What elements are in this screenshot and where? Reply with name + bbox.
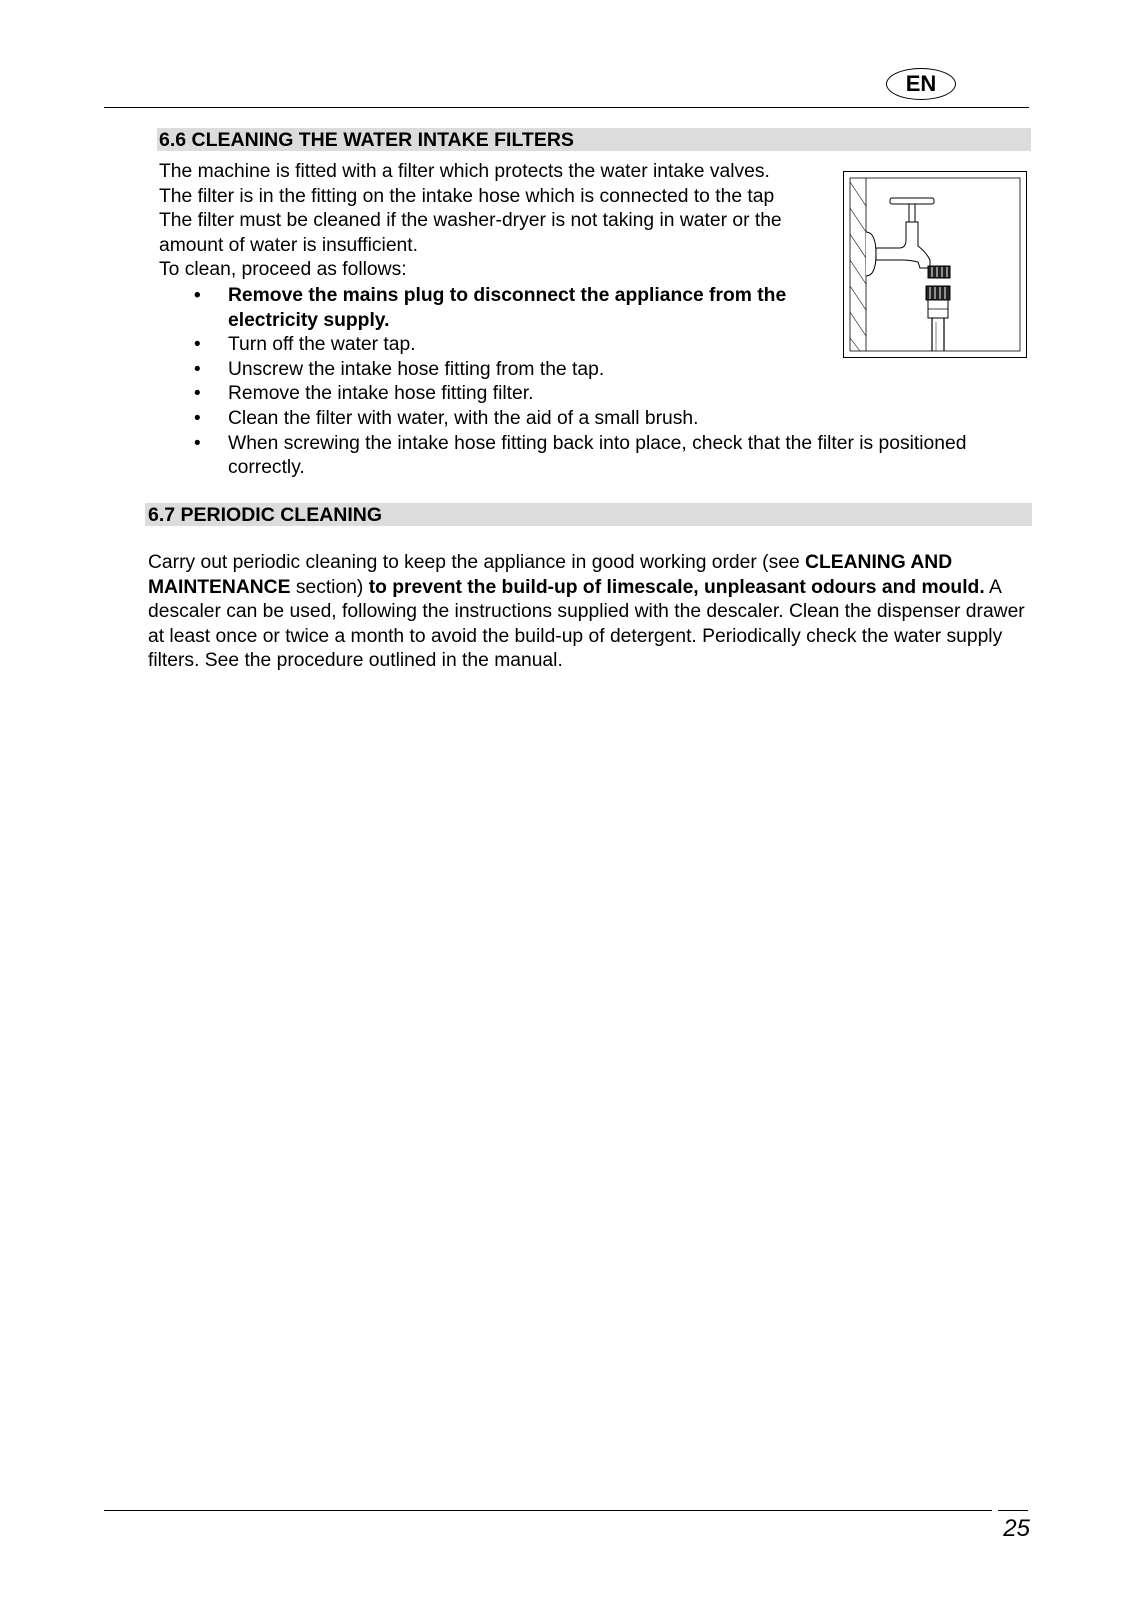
language-badge: EN [886,68,956,100]
paragraph-bold-warning: to prevent the build-up of limescale, unpleasant odours and mould. [368,576,985,598]
paragraph-text: A descaler can be used, following the instructions supplied with the descaler. Clean the dispenser drawer at least once or twice a month to avoid the build-up of detergent. Periodically check the water supply filters. See the procedure outlined in the manual. [148,576,1025,672]
list-item: • When screwing the intake hose fitting back into place, check that the filter is positioned correctly. [159,432,1031,481]
list-item: • Remove the intake hose fitting filter. [159,382,1031,407]
intake-filters-intro: The machine is fitted with a filter which protects the water intake valves. The filter is in the fitting on the intake hose which is connected to the tap The filter must be cleaned if the washer-dryer is not taking in water or the amount of water is insufficient. To clean, proceed as follows: [159,161,782,281]
list-item: • Remove the mains plug to disconnect the appliance from the electricity supply. [159,284,1031,333]
page-number: 25 [1003,1515,1030,1542]
tap-hose-drawing [844,172,1026,357]
footer-rule-short [998,1510,1028,1511]
paragraph-text: section) [290,576,369,598]
paragraph-bold-reference: CLEANING AND MAINTENANCE [148,552,953,598]
section-heading-periodic-cleaning: 6.7 PERIODIC CLEANING [145,503,1032,526]
paragraph-text: Carry out periodic cleaning to keep the appliance in good working order (see [148,552,806,573]
periodic-cleaning-paragraph [148,551,1033,674]
water-tap-illustration [843,171,1027,358]
header-rule [104,107,1029,108]
section-heading-intake-filters: 6.6 CLEANING THE WATER INTAKE FILTERS [157,128,1031,151]
list-item: • Unscrew the intake hose fitting from the tap. [159,358,1031,383]
list-item: • Clean the filter with water, with the aid of a small brush. [159,407,1031,432]
footer-rule [104,1510,992,1511]
list-item: • Turn off the water tap. [159,333,1031,358]
